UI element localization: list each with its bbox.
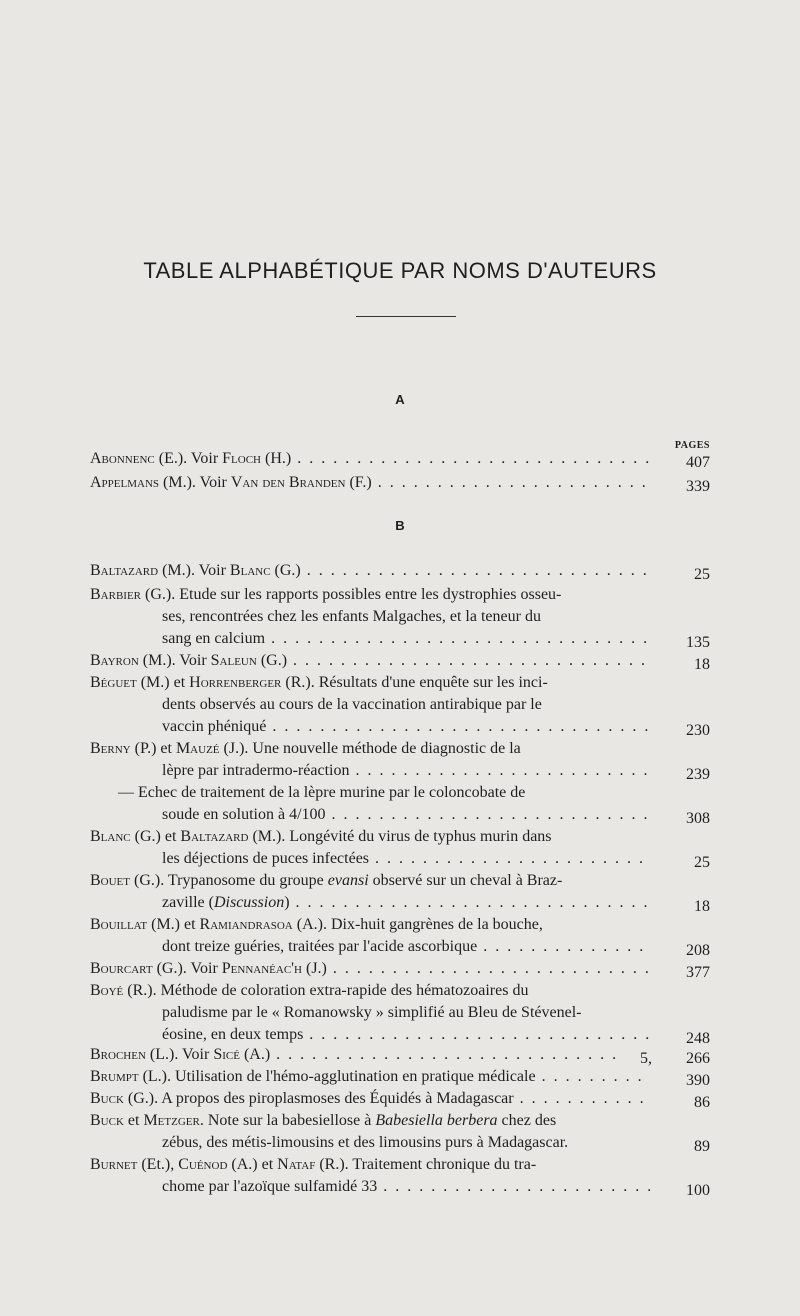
index-entry-bouillat: Bouillat (M.) et Ramiandrasoa (A.). Dix-huit gangrènes de la bouche, dont treize guéries, traitées par l'acide ascorbique . . . 208 [90,914,710,958]
index-entry-burnet: Burnet (Et.), Cuénod (A.) et Nataf (R.). Traitement chronique du tra- chome par l'azoïque sulfamidé 33 . . . 100 [90,1154,710,1198]
index-entry-bourcart: Bourcart (G.). Voir Pennanéac'h (J.) . . . 377 [90,958,710,980]
page-number: 339 [686,478,710,495]
index-entry-baltazard: Baltazard (M.). Voir Blanc (G.) . . . 25 [90,560,710,582]
page-number: 308 [686,810,710,827]
section-letter-a: A [395,392,405,407]
index-entry-appelmans: Appelmans (M.). Voir Van den Branden (F.) . . . 339 [90,472,710,494]
index-entry-buck: Buck (G.). A propos des piroplasmoses des Équidés à Madagascar . . . 86 [90,1088,710,1110]
page-number-prefix: 5, [640,1050,652,1067]
page-number: 248 [686,1030,710,1047]
title-rule [356,316,456,317]
page-number: 390 [686,1072,710,1089]
index-entry-buck-metzger: Buck et Metzger. Note sur la babesiellose à Babesiella berbera chez des zébus, des métis-limousins et des limousins purs à Madagascar. 89 [90,1110,710,1154]
index-entry-blanc: Blanc (G.) et Baltazard (M.). Longévité du virus de typhus murin dans les déjections de puces infectées . . . 25 [90,826,710,870]
section-letter-b: B [395,518,405,533]
index-entry-bayron: Bayron (M.). Voir Saleun (G.) . . . 18 [90,650,710,672]
index-entry-barbier: Barbier (G.). Etude sur les rapports possibles entre les dystrophies osseu- ses, rencontrées chez les enfants Malgaches, et la teneur du sang en calcium . . . 135 [90,584,710,650]
index-entry-brochen: Brochen (L.). Voir Sicé (A.) . . . 5, 266 [90,1044,710,1066]
page-title: TABLE ALPHABÉTIQUE PAR NOMS D'AUTEURS [143,258,657,283]
page-number: 86 [694,1094,710,1111]
page-number: 407 [686,454,710,471]
page-number: 135 [686,634,710,651]
page-number: 89 [694,1138,710,1155]
pages-column-header: PAGES [674,440,710,451]
page-number: 100 [686,1182,710,1199]
page-number: 377 [686,964,710,981]
index-entry-beguet: Béguet (M.) et Horrenberger (R.). Résultats d'une enquête sur les inci- dents observés au cours de la vaccination antirabique par le vaccin phéniqué . . . 230 [90,672,710,738]
index-entry-berny: Berny (P.) et Mauzé (J.). Une nouvelle méthode de diagnostic de la lèpre par intradermo-réaction . . . 239 — Echec de traitement de la lèpre murine par le coloncobate de soude en solution à 4/100 . . . 308 [90,738,710,826]
page-number: 208 [686,942,710,959]
page-number: 230 [686,722,710,739]
page-number: 18 [694,898,710,915]
index-entry-boye: Boyé (R.). Méthode de coloration extra-rapide des hématozoaires du paludisme par le « Romanowsky » simplifié au Bleu de Stévenel- éosine, en deux temps . . . 248 [90,980,710,1046]
page-number: 239 [686,766,710,783]
page-number: 25 [694,566,710,583]
index-entry-brumpt: Brumpt (L.). Utilisation de l'hémo-agglutination en pratique médicale . . . 390 [90,1066,710,1088]
index-entry-abonnenc: Abonnenc (E.). Voir Floch (H.) . . . 407 [90,448,710,470]
page-number: 18 [694,656,710,673]
page-number: 266 [686,1050,710,1067]
page-number: 25 [694,854,710,871]
index-entry-bouet: Bouet (G.). Trypanosome du groupe evansi observé sur un cheval à Braz- zaville (Discussion) . . . 18 [90,870,710,914]
